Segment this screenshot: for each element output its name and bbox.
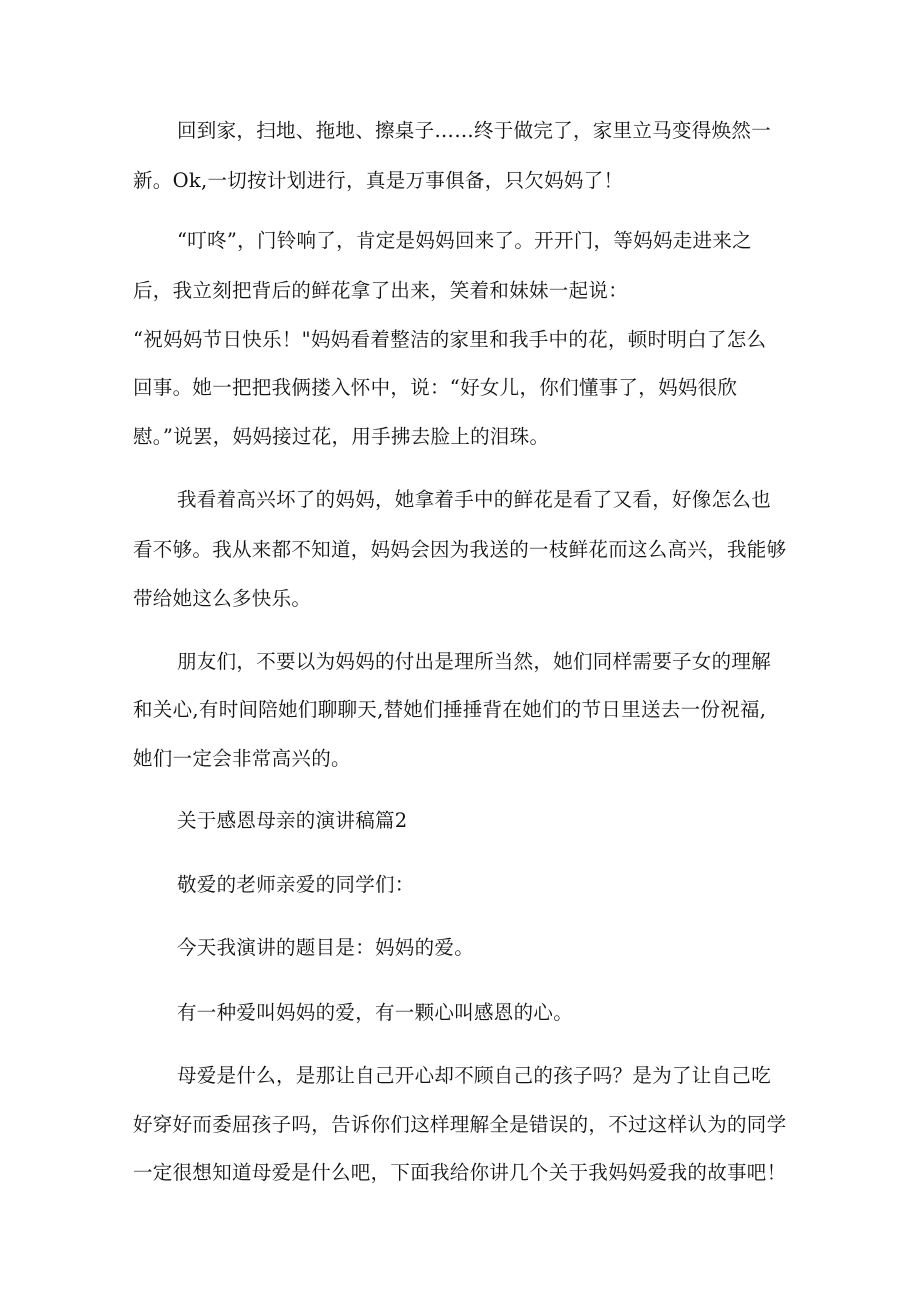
paragraph-1-line-2: 新。Ok,一切按计划进行，真是万事俱备，只欠妈妈了！ — [133, 169, 624, 192]
paragraph-4-line-2: 和关心,有时间陪她们聊聊天,替她们捶捶背在她们的节日里送去一份祝福, — [133, 698, 767, 721]
paragraph-2-line-3: “祝妈妈节日快乐！"妈妈看着整洁的家里和我手中的花，顿时明白了怎么 — [133, 328, 767, 351]
paragraph-3-line-2: 看不够。我从来都不知道，妈妈会因为我送的一枝鲜花而这么高兴，我能够 — [133, 538, 787, 561]
paragraph-last-line-1: 母爱是什么，是那让自己开心却不顾自己的孩子吗？是为了让自己吃 — [177, 1064, 772, 1087]
paragraph-2-line-5: 慰。”说罢，妈妈接过花，用手拂去脸上的泪珠。 — [133, 425, 550, 448]
salutation: 敬爱的老师亲爱的同学们： — [177, 873, 415, 896]
paragraph-last-line-2: 好穿好而委屈孩子吗，告诉你们这样理解全是错误的，不过这样认为的同学 — [133, 1113, 787, 1136]
paragraph-love-line: 有一种爱叫妈妈的爱，有一颗心叫感恩的心。 — [177, 1001, 574, 1024]
paragraph-last-line-3: 一定很想知道母爱是什么吧，下面我给你讲几个关于我妈妈爱我的故事吧！ — [133, 1161, 787, 1184]
paragraph-2-line-4: 回事。她一把把我俩搂入怀中，说：“好女儿，你们懂事了，妈妈很欣 — [133, 376, 738, 399]
paragraph-1-line-1: 回到家，扫地、拖地、擦桌子……终于做完了，家里立马变得焕然一 — [177, 119, 772, 142]
paragraph-2-line-2: 后，我立刻把背后的鲜花拿了出来，笑着和妹妹一起说： — [133, 279, 629, 302]
paragraph-2-line-1: “叮咚”，门铃响了，肯定是妈妈回来了。开开门，等妈妈走进来之 — [177, 229, 752, 252]
section-heading: 关于感恩母亲的演讲稿篇2 — [177, 809, 408, 832]
speech-topic: 今天我演讲的题目是：妈妈的爱。 — [177, 936, 475, 959]
paragraph-3-line-1: 我看着高兴坏了的妈妈，她拿着手中的鲜花是看了又看，好像怎么也 — [177, 488, 772, 511]
paragraph-4-line-1: 朋友们，不要以为妈妈的付出是理所当然，她们同样需要子女的理解 — [177, 650, 772, 673]
paragraph-3-line-3: 带给她这么多快乐。 — [133, 587, 312, 610]
paragraph-4-line-3: 她们一定会非常高兴的。 — [133, 747, 351, 770]
